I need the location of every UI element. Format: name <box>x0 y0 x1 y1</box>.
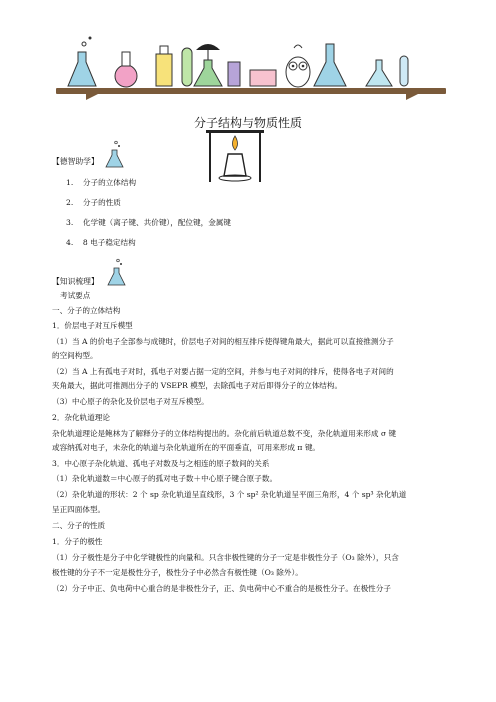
body-line: 1．分子的极性 <box>52 537 103 546</box>
flask-icon <box>106 258 128 288</box>
body-line: 呈正四面体型。 <box>52 505 106 514</box>
shelf-bracket <box>86 94 98 100</box>
body-line: 1．价层电子对互斥模型 <box>52 321 133 330</box>
test-tube-icon <box>400 56 408 86</box>
body-line: （1）分子极性是分子中化学键极性的向量和。只含非极性键的分子一定是非极性分子（O₃ 除外），只含 <box>52 553 399 562</box>
round-flask-icon <box>115 65 137 87</box>
flask-icon <box>194 60 222 86</box>
bottle-icon <box>228 62 240 86</box>
flask-icon <box>68 52 96 86</box>
body-line: 或容纳孤对电子，未杂化的轨道与杂化轨道所在的平面垂直，可用来形成 π 键。 <box>52 443 321 452</box>
test-tube-icon <box>182 48 192 86</box>
section-guide-heading: 【德智助学】 <box>52 157 99 166</box>
body-line: （2）杂化轨道的形状：2 个 sp 杂化轨道呈直线形，3 个 sp² 杂化轨道呈平面三角形，4 个 sp³ 杂化轨道 <box>52 490 407 499</box>
body-line: 一、分子的立体结构 <box>52 306 121 315</box>
bubble-icon <box>82 42 86 46</box>
body-line: （1）当 A 的价电子全部参与成键时，价层电子对间的相互排斥使得键角最大，据此可以直接推测分子 <box>52 337 394 346</box>
flask-icon <box>104 140 126 170</box>
body-line: 3．中心原子杂化轨道、孤电子对数及与之相连的原子数间的关系 <box>52 459 270 468</box>
flask-icon <box>314 44 346 86</box>
body-line: 夹角最大，据此可推测出分子的 VSEPR 模型，去除孤电子对后即得分子的立体结构。 <box>52 381 343 390</box>
bottle-icon <box>156 54 172 86</box>
bubble-icon <box>89 37 92 40</box>
page-title: 分子结构与物质性质 <box>193 116 302 130</box>
burner-stand-illustration <box>200 128 270 184</box>
guide-item: 2. 分子的性质 <box>66 198 121 207</box>
section-knowledge-heading: 【知识梳理】 <box>52 277 99 286</box>
body-line: 二、分子的性质 <box>52 521 106 530</box>
shelf-board <box>56 88 446 94</box>
exam-points-label: 考试要点 <box>60 291 91 300</box>
guide-item: 4. 8 电子稳定结构 <box>66 238 136 247</box>
body-line: 杂化轨道理论是鲍林为了解释分子的立体结构提出的。杂化前后轨道总数不变，杂化轨道用来形成 σ 键 <box>52 429 397 438</box>
body-line: （3）中心原子的杂化及价层电子对互斥模型。 <box>52 397 209 406</box>
body-line: 极性键的分子不一定是极性分子，极性分子中必然含有极性键（O₃ 除外）。 <box>52 568 303 577</box>
beaker-icon <box>250 70 276 86</box>
body-line: 的空间构型。 <box>52 351 98 360</box>
umbrella-icon <box>196 44 220 50</box>
body-line: （1）杂化轨道数＝中心原子的孤对电子数＋中心原子键合原子数。 <box>52 474 278 483</box>
guide-item: 3. 化学键（离子键、共价键），配位键，金属键 <box>66 218 231 227</box>
lab-shelf-illustration <box>56 30 446 100</box>
body-line: 2．杂化轨道理论 <box>52 413 110 422</box>
body-line: （2）当 A 上有孤电子对时，孤电子对要占据一定的空间，并参与电子对间的排斥，使得各电子对间的 <box>52 367 394 376</box>
owl-icon <box>286 57 310 87</box>
shelf-bracket <box>406 94 418 100</box>
body-line: （2）分子中正、负电荷中心重合的是非极性分子，正、负电荷中心不重合的是极性分子。在极性分子 <box>52 584 391 593</box>
flask-icon <box>366 60 392 86</box>
guide-item: 1. 分子的立体结构 <box>66 178 137 187</box>
